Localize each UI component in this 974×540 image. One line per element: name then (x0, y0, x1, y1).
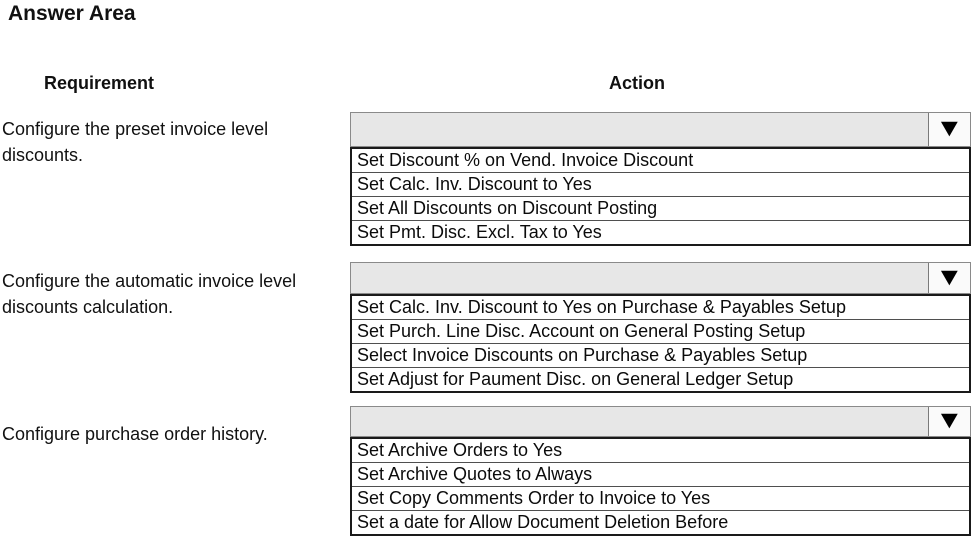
action-group-2 (350, 262, 971, 389)
requirement-text-1: Configure the preset invoice level discounts. (2, 119, 269, 165)
dropdown-selected-value (351, 407, 928, 436)
action-dropdown-3[interactable] (350, 406, 971, 437)
column-header-requirement: Requirement (44, 73, 155, 93)
action-group-1 (350, 112, 971, 242)
action-dropdown-2[interactable] (350, 262, 971, 294)
dropdown-selected-value (351, 263, 928, 293)
option-item[interactable]: Set Adjust for Paument Disc. on General Ledger Setup (352, 367, 969, 391)
option-item[interactable]: Set All Discounts on Discount Posting (352, 196, 969, 220)
option-item[interactable]: Set Discount % on Vend. Invoice Discount (357, 150, 694, 170)
chevron-down-icon: ▼ (935, 262, 964, 291)
dropdown-selected-value (351, 113, 928, 146)
page-title: Answer Area (8, 2, 136, 25)
options-list-1 (350, 147, 971, 246)
chevron-down-icon: ▼ (935, 406, 964, 434)
chevron-down-icon: ▼ (935, 114, 964, 142)
option-item[interactable]: Set Archive Orders to Yes (357, 440, 563, 460)
dropdown-arrow-button[interactable] (928, 263, 970, 293)
options-list-3 (350, 437, 971, 536)
requirement-text-2: Configure the automatic invoice level discounts calculation. (2, 271, 297, 317)
dropdown-arrow-button[interactable] (928, 113, 970, 146)
column-header-action: Action (609, 73, 665, 93)
options-list-2 (350, 294, 971, 393)
option-item[interactable]: Set Calc. Inv. Discount to Yes on Purchase & Payables Setup (357, 297, 846, 317)
option-item[interactable]: Set Calc. Inv. Discount to Yes (352, 172, 969, 196)
option-item[interactable]: Set Archive Quotes to Always (352, 462, 969, 486)
dropdown-arrow-button[interactable] (928, 407, 970, 436)
option-item[interactable]: Set a date for Allow Document Deletion Before (352, 510, 969, 534)
requirement-text-3: Configure purchase order history. (2, 424, 268, 444)
option-item[interactable]: Select Invoice Discounts on Purchase & Payables Setup (352, 343, 969, 367)
option-item[interactable]: Set Pmt. Disc. Excl. Tax to Yes (352, 220, 969, 244)
action-dropdown-1[interactable] (350, 112, 971, 147)
action-group-3 (350, 406, 971, 532)
option-item[interactable]: Set Purch. Line Disc. Account on General Posting Setup (352, 319, 969, 343)
option-item[interactable]: Set Copy Comments Order to Invoice to Yes (352, 486, 969, 510)
